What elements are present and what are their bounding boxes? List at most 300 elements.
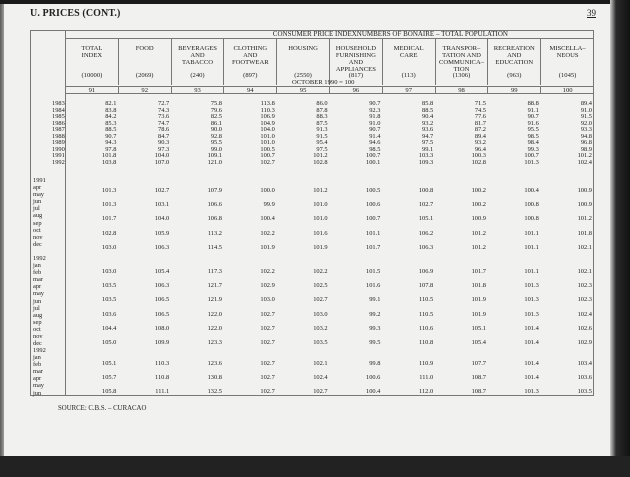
table-cell: 101.7 — [471, 268, 486, 275]
table-cell: 104.4 — [102, 324, 117, 332]
row-label-month: dec — [33, 340, 42, 348]
table-cell: 103.2 — [313, 324, 328, 332]
table-cell: 104.0 — [154, 215, 170, 223]
table-cell: 123.6 — [207, 360, 222, 367]
column-weight: (113) — [401, 72, 416, 79]
table-cell: 82.5 — [210, 113, 222, 120]
table-cell: 105.1 — [418, 215, 434, 223]
row-label-month: mar — [33, 276, 43, 284]
table-cell: 93.3 — [580, 126, 592, 133]
column-number: 94 — [224, 87, 277, 94]
table-cell: 100.2 — [471, 201, 486, 209]
page-right-edge — [610, 0, 630, 477]
table-cell: 72.7 — [158, 100, 170, 107]
column-header-name — [383, 45, 435, 59]
table-cell: 98.5 — [369, 145, 381, 153]
table-cell: 111.1 — [155, 388, 170, 396]
row-label-month: apr — [33, 283, 42, 291]
table-cell: 83.8 — [105, 106, 117, 114]
table-cell: 111.0 — [419, 374, 434, 382]
table-cell: 100.8 — [524, 201, 539, 209]
column-number-row — [66, 86, 594, 94]
column-header — [541, 39, 594, 85]
table-cell: 93.6 — [422, 126, 434, 133]
column-header-name — [488, 45, 540, 66]
table-cell: 88.5 — [105, 126, 117, 133]
column-header-line: AND — [243, 52, 258, 59]
column-weight: (2069) — [135, 72, 154, 79]
row-label-month: nov — [33, 233, 43, 241]
table-cell: 100.6 — [366, 374, 381, 382]
table-cell: 90.0 — [210, 126, 222, 133]
table-cell: 102.7 — [260, 360, 275, 367]
column-weight: (963) — [507, 72, 522, 79]
column-header-line: TABACCO — [182, 59, 213, 66]
table-cell: 103.8 — [102, 158, 117, 166]
table-cell: 102.7 — [260, 324, 275, 332]
column-weight: (1306) — [452, 72, 471, 79]
table-cell: 113.8 — [260, 100, 275, 107]
table-cell: 100.7 — [366, 215, 381, 223]
table-cell: 98.9 — [580, 145, 592, 153]
table-cell: 93.2 — [422, 119, 434, 127]
table-cell: 98.5 — [527, 132, 539, 140]
table-cell: 101.8 — [577, 229, 592, 237]
table-cell: 100.7 — [366, 152, 381, 159]
table-cell: 108.7 — [471, 374, 486, 382]
row-label-month: jun — [33, 297, 42, 305]
table-cell: 102.5 — [313, 282, 328, 290]
table-cell: 101.9 — [260, 243, 275, 251]
table-cell: 108.7 — [471, 388, 486, 396]
column-header-name — [66, 45, 118, 59]
table-cell: 101.9 — [471, 296, 486, 304]
table-cell: 102.3 — [577, 282, 592, 290]
table-cell: 81.7 — [474, 119, 486, 127]
table-cell: 110.9 — [419, 360, 434, 367]
table-cell: 101.2 — [577, 215, 592, 223]
table-cell: 106.3 — [154, 243, 170, 251]
table-cell: 90.7 — [105, 132, 117, 140]
row-label-month: dec — [33, 240, 42, 248]
table-cell: 102.4 — [313, 374, 328, 382]
table-cell: 91.0 — [369, 119, 381, 127]
table-cell: 89.4 — [474, 132, 486, 140]
table-cell: 94.3 — [105, 139, 117, 146]
table-cell: 101.0 — [313, 215, 328, 223]
column-header-name — [277, 45, 329, 52]
table-cell: 102.4 — [577, 158, 592, 166]
row-label-year: 1990 — [52, 145, 65, 153]
table-cell: 91.5 — [580, 113, 592, 120]
table-cell: 106.3 — [154, 282, 170, 290]
table-cell: 98.4 — [527, 139, 539, 146]
table-cell: 102.1 — [577, 268, 592, 275]
table-cell: 101.0 — [260, 132, 275, 140]
table-cell: 110.3 — [155, 360, 170, 367]
table-cell: 101.6 — [366, 282, 381, 290]
table-cell: 101.2 — [577, 152, 592, 159]
table-cell: 82.1 — [105, 100, 117, 107]
table-cell: 103.3 — [418, 152, 434, 159]
table-cell: 99.3 — [369, 324, 381, 332]
table-cell: 103.4 — [577, 360, 592, 367]
table-cell: 101.8 — [471, 282, 486, 290]
column-header-line: HOUSEHOLD — [335, 45, 377, 52]
table-cell: 106.9 — [260, 113, 275, 120]
table-cell: 101.5 — [366, 268, 381, 275]
table-cell: 97.8 — [105, 145, 117, 153]
table-cell: 99.3 — [527, 145, 539, 153]
column-header-line: BEVERAGES — [178, 45, 217, 52]
table-cell: 121.7 — [207, 282, 222, 290]
table-cell: 102.7 — [260, 310, 275, 318]
table-cell: 90.3 — [158, 139, 170, 146]
row-label-month: jul — [33, 304, 40, 312]
table-cell: 90.4 — [422, 113, 434, 120]
table-cell: 110.8 — [155, 374, 170, 382]
table-cell: 99.2 — [369, 310, 381, 318]
column-header-line: FOOTWEAR — [231, 59, 269, 66]
table-cell: 104.9 — [260, 119, 275, 127]
table-cell: 99.9 — [263, 201, 275, 209]
table-cell: 99.8 — [369, 360, 381, 367]
table-cell: 88.5 — [422, 106, 434, 114]
column-header-line: NEOUS — [556, 52, 579, 59]
row-label-month: aug — [33, 212, 43, 220]
column-header-line: AND — [507, 52, 522, 59]
row-label-month: may — [33, 191, 45, 199]
table-cell: 101.3 — [524, 310, 539, 318]
column-number: 98 — [436, 87, 489, 94]
table-cell: 104.0 — [154, 152, 170, 159]
table-cell: 106.5 — [154, 310, 170, 318]
table-cell: 108.0 — [154, 324, 170, 332]
column-header-line: FURNISHING — [335, 52, 376, 59]
table-cell: 114.5 — [207, 243, 222, 251]
row-label-month: nov — [33, 333, 43, 340]
table-cell: 100.1 — [366, 158, 381, 166]
table-cell: 88.3 — [316, 113, 328, 120]
column-number: 93 — [172, 87, 225, 94]
table-cell: 102.7 — [154, 187, 170, 194]
table-cell: 110.3 — [260, 106, 275, 114]
table-cell: 105.4 — [154, 268, 170, 275]
table-cell: 101.3 — [524, 282, 539, 290]
row-label-month: aug — [33, 311, 43, 319]
row-label-month: may — [33, 290, 45, 298]
table-cell: 101.7 — [366, 243, 381, 251]
table-cell: 93.2 — [474, 139, 486, 146]
table-cell: 110.6 — [419, 324, 434, 332]
table-cell: 109.1 — [207, 152, 222, 159]
table-cell: 101.2 — [313, 187, 328, 194]
column-number: 100 — [562, 87, 573, 94]
table-cell: 102.3 — [577, 296, 592, 304]
table-cell: 101.0 — [313, 201, 328, 209]
table-cell: 102.8 — [313, 158, 328, 166]
table-cell: 101.3 — [102, 201, 117, 209]
row-label-month: sep — [33, 219, 42, 227]
table-cell: 101.2 — [313, 152, 328, 159]
table-cell: 105.8 — [102, 388, 117, 396]
table-cell: 95.4 — [316, 139, 328, 146]
table-cell: 103.0 — [260, 296, 275, 304]
table-cell: 91.3 — [316, 126, 328, 133]
table-cell: 130.8 — [207, 374, 222, 382]
table-cell: 105.1 — [471, 324, 486, 332]
row-label-year: 1985 — [52, 113, 65, 120]
table-cell: 103.6 — [577, 374, 592, 382]
column-header-line: APPLIANCES — [335, 66, 376, 73]
table-cell: 100.7 — [260, 152, 275, 159]
table-cell: 100.4 — [524, 187, 539, 194]
column-header-name — [172, 45, 224, 66]
column-weight: (2550) — [294, 72, 312, 79]
column-header-line: AND — [190, 52, 205, 59]
table-cell: 102.7 — [260, 339, 275, 346]
table-cell: 95.5 — [527, 126, 539, 133]
table-cell: 71.5 — [474, 100, 486, 107]
column-weight: (897) — [243, 72, 258, 79]
column-header-line: INDEX — [81, 52, 103, 59]
table-cell: 107.0 — [154, 158, 170, 166]
row-label-month: sep — [33, 318, 42, 326]
row-label-month: jun — [33, 198, 42, 206]
row-label-month: feb — [33, 361, 42, 369]
column-header-name — [436, 45, 488, 73]
table-cell: 91.5 — [316, 132, 328, 140]
table-cell: 85.8 — [422, 100, 434, 107]
table-cell: 100.4 — [260, 215, 275, 223]
row-label-month: feb — [33, 269, 42, 277]
table-cell: 100.5 — [366, 187, 381, 194]
column-header-line: TATION AND — [442, 52, 481, 59]
column-header-line: TOTAL — [81, 45, 103, 52]
table-cell: 102.7 — [260, 158, 275, 166]
table-cell: 74.5 — [474, 106, 486, 114]
table-cell: 85.3 — [105, 119, 117, 127]
table-cell: 97.3 — [158, 145, 170, 153]
table-cell: 90.7 — [369, 126, 381, 133]
table-cell: 102.7 — [313, 388, 328, 396]
column-header — [172, 39, 225, 85]
table-cell: 101.4 — [524, 324, 539, 332]
table-cell: 101.1 — [366, 229, 381, 237]
column-weight: (240) — [190, 72, 205, 79]
table-cell: 99.5 — [369, 339, 381, 346]
table-cell: 102.1 — [313, 360, 328, 367]
table-cell: 91.8 — [369, 113, 381, 120]
table-cell: 109.3 — [418, 158, 434, 166]
table-cell: 103.5 — [577, 388, 592, 396]
section-title: U. PRICES (CONT.) — [30, 8, 121, 19]
column-header-name — [119, 45, 171, 52]
table-cell: 101.3 — [524, 158, 539, 166]
table-cell: 96.8 — [580, 139, 592, 146]
table-cell: 100.3 — [471, 152, 486, 159]
table-cell: 79.6 — [210, 106, 222, 114]
table-cell: 91.1 — [527, 106, 539, 114]
row-label-year: 1992 — [52, 158, 65, 166]
row-label-month: jun — [33, 389, 42, 397]
table-cell: 101.3 — [524, 388, 539, 396]
table-cell: 90.7 — [527, 113, 539, 120]
table-cell: 103.0 — [102, 243, 117, 251]
table-banner: CONSUMER PRICE INDEXNUMBERS OF BONAIRE – TOTAL POPULATION — [66, 30, 594, 39]
table-cell: 94.7 — [422, 132, 434, 140]
table-cell: 97.5 — [316, 145, 328, 153]
table-cell: 122.0 — [207, 324, 222, 332]
row-label-year: 1984 — [52, 106, 65, 114]
table-cell: 107.8 — [418, 282, 434, 290]
column-header-line: MEDICAL — [393, 45, 424, 52]
column-header-line: CARE — [399, 52, 418, 59]
table-cell: 103.6 — [102, 310, 117, 318]
column-weight: (10000) — [81, 72, 103, 79]
table-cell: 91.0 — [580, 106, 592, 114]
row-label-year: 1983 — [52, 100, 65, 107]
column-number: 91 — [66, 87, 119, 94]
table-cell: 101.2 — [471, 243, 486, 251]
column-number: 92 — [119, 87, 172, 94]
table-cell: 102.7 — [260, 374, 275, 382]
table-cell: 102.7 — [313, 296, 328, 304]
table-cell: 102.9 — [260, 282, 275, 290]
column-header — [224, 39, 277, 85]
table-cell: 106.9 — [418, 268, 434, 275]
table-cell: 90.7 — [369, 100, 381, 107]
table-cell: 99.1 — [369, 296, 381, 304]
table-cell: 92.8 — [210, 132, 222, 140]
table-cell: 110.5 — [419, 296, 434, 304]
row-label-month: jul — [33, 205, 40, 213]
column-number: 95 — [277, 87, 330, 94]
table-cell: 101.4 — [524, 339, 539, 346]
table-cell: 121.0 — [207, 158, 222, 166]
table-cell: 106.2 — [418, 229, 434, 237]
table-cell: 84.7 — [158, 132, 170, 140]
table-cell: 87.2 — [474, 126, 486, 133]
table-cell: 113.2 — [207, 229, 222, 237]
table-cell: 74.3 — [158, 106, 170, 114]
table-cell: 99.1 — [422, 145, 434, 153]
table-cell: 92.3 — [369, 106, 381, 114]
row-label-year: 1991 — [52, 152, 65, 159]
table-cell: 102.2 — [313, 268, 328, 275]
table-cell: 95.5 — [210, 139, 222, 146]
table-cell: 100.5 — [260, 145, 275, 153]
column-header — [383, 39, 436, 85]
base-reference-text: OCTOBER 1990 = 100 — [292, 79, 355, 86]
table-cell: 105.9 — [154, 229, 170, 237]
table-cell: 102.2 — [260, 268, 275, 275]
table-cell: 97.5 — [422, 139, 434, 146]
table-cell: 96.4 — [474, 145, 486, 153]
table-cell: 121.9 — [207, 296, 222, 304]
table-cell: 89.4 — [580, 100, 592, 107]
table-cell: 86.1 — [210, 119, 222, 127]
table-cell: 94.8 — [580, 132, 592, 140]
column-header-line: RECREATION — [493, 45, 535, 52]
table-cell: 122.0 — [207, 310, 222, 318]
table-cell: 105.0 — [102, 339, 117, 346]
row-label-month: mar — [33, 368, 43, 376]
table-cell: 101.8 — [102, 152, 117, 159]
table-cell: 100.0 — [260, 187, 275, 194]
table-cell: 100.4 — [366, 388, 381, 396]
column-number: 99 — [488, 87, 541, 94]
table-cell: 102.4 — [577, 310, 592, 318]
table-cell: 101.6 — [313, 229, 328, 237]
table-cell: 100.9 — [577, 187, 592, 194]
table-cell: 101.1 — [524, 229, 539, 237]
table-cell: 99.0 — [210, 145, 222, 153]
table-cell: 112.0 — [419, 388, 434, 396]
column-header — [436, 39, 489, 85]
table-cell: 75.8 — [210, 100, 222, 107]
table-cell: 103.5 — [102, 282, 117, 290]
block-year-label: 1992 — [33, 255, 46, 262]
table-cell: 110.8 — [419, 339, 434, 346]
block-year-label: 1991 — [33, 177, 46, 184]
column-header-line: COMMUNICA– — [438, 59, 485, 66]
table-cell: 101.4 — [524, 374, 539, 382]
column-header — [119, 39, 172, 85]
column-header — [66, 39, 119, 85]
column-header-line: MISCELLA– — [549, 45, 586, 52]
column-header-name — [541, 45, 594, 59]
table-cell: 102.2 — [260, 229, 275, 237]
table-cell: 100.8 — [418, 187, 434, 194]
table-cell: 92.0 — [580, 119, 592, 127]
table-cell: 102.9 — [577, 339, 592, 346]
column-header — [488, 39, 541, 85]
column-header-line: TRANSPOR– — [442, 45, 481, 52]
table-cell: 102.8 — [471, 158, 486, 166]
row-label-month: oct — [33, 226, 41, 234]
table-cell: 94.6 — [369, 139, 381, 146]
column-number: 97 — [383, 87, 436, 94]
table-cell: 77.6 — [474, 113, 486, 120]
row-label-year: 1986 — [52, 119, 65, 127]
row-label-month: oct — [33, 325, 41, 333]
table-cell: 102.8 — [102, 229, 117, 237]
row-label-month: jan — [33, 354, 41, 361]
table-cell: 102.1 — [577, 243, 592, 251]
row-label-year: 1987 — [52, 126, 65, 133]
table-cell: 106.8 — [207, 215, 222, 223]
column-number: 96 — [330, 87, 383, 94]
table-cell: 103.1 — [154, 201, 170, 209]
table-cell: 101.0 — [260, 139, 275, 146]
column-header-name — [224, 45, 276, 66]
table-cell: 74.7 — [158, 119, 170, 127]
table-cell: 73.6 — [158, 113, 170, 120]
row-label-year: 1989 — [52, 139, 65, 146]
table-cell: 88.8 — [527, 100, 539, 107]
column-header-line: EDUCATION — [495, 59, 534, 66]
column-header-line: FOOD — [135, 45, 154, 52]
table-cell: 132.5 — [207, 388, 222, 396]
table-cell: 102.6 — [577, 324, 592, 332]
table-cell: 78.6 — [158, 126, 170, 133]
table-cell: 100.7 — [524, 152, 539, 159]
column-header-line: HOUSING — [288, 45, 318, 52]
table-cell: 104.0 — [260, 126, 275, 133]
table-cell: 100.8 — [524, 215, 539, 223]
table-cell: 101.3 — [524, 296, 539, 304]
